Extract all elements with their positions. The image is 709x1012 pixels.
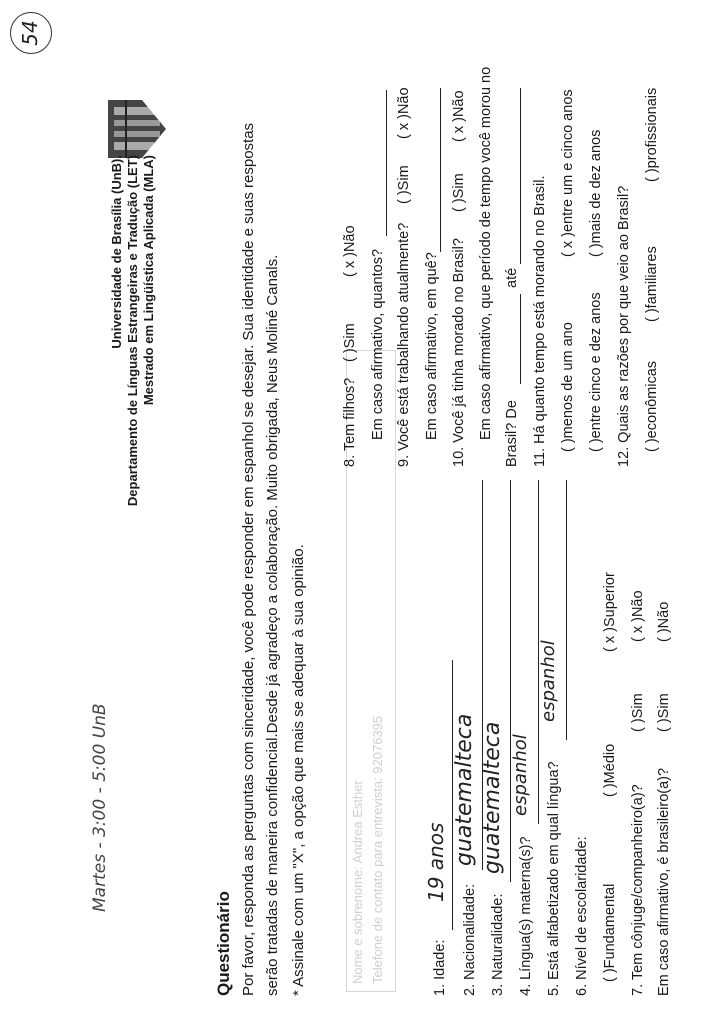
contact-name-line: Nome e sobrenome: Andrea Esther [350, 780, 365, 984]
q12-option-familiares[interactable]: ( )familiares [644, 246, 660, 322]
q7-label: 7. Tem cônjuge/companheiro(a)? [630, 784, 646, 996]
q9-option-sim[interactable]: ( )Sim [396, 165, 412, 204]
q8b-answer-line [386, 90, 387, 236]
q10b-line-1: Em caso afirmativo, que período de tempo você morou no [478, 66, 494, 440]
q11-option-4[interactable]: ( )mais de dez anos [588, 129, 604, 257]
q9-option-nao[interactable]: ( x )Não [396, 87, 412, 139]
q10b-from-label: Brasil? De [504, 400, 520, 467]
handwritten-annotation: Martes - 3:00 - 5:00 UnB [90, 703, 110, 912]
q10-option-sim[interactable]: ( )Sim [451, 173, 467, 212]
q9b-answer-line [440, 88, 441, 252]
q9b-label: Em caso afirmativo, em quê? [424, 252, 440, 440]
intro-line-2: serão tratadas de maneira confidencial.Desde já agradeço a colaboração. Muito obrigada, Neus Moliné Canals. [264, 254, 281, 996]
program-name: Mestrado em Lingüística Aplicada (MLA) [141, 155, 156, 406]
q5-label: 5. Está alfabetizado em qual língua? [546, 761, 562, 996]
q7b-option-nao[interactable]: ( )Não [656, 601, 672, 642]
q11-option-1[interactable]: ( )menos de um ano [560, 322, 576, 452]
q3-label: 3. Naturalidade: [490, 893, 506, 996]
instruction-line: * Assinale com um "X", a opção que mais se adequar à sua opinião. [290, 544, 307, 996]
q6-option-fundamental[interactable]: ( )Fundamental [602, 883, 618, 982]
q4-answer: espanhol [510, 734, 531, 816]
q11-option-3[interactable]: ( )entre cinco e dez anos [588, 292, 604, 452]
q1-label: 1. Idade: [432, 939, 448, 996]
q5-answer: espanhol [538, 640, 559, 722]
q8-option-nao[interactable]: ( x )Não [342, 225, 358, 277]
intro-line-1: Por favor, responda as perguntas com sinceridade, você pode responder em espanhol se desejar. Sua identidade e suas respostas [240, 122, 257, 996]
university-name: Universidade de Brasília (UnB). [109, 155, 124, 349]
q3-answer: guatemalteca [480, 721, 505, 874]
q8-label: 8. Tem filhos? [342, 377, 358, 467]
q7-option-nao[interactable]: ( x )Não [630, 590, 646, 642]
q11-label: 11. Há quanto tempo está morando no Brasil. [532, 175, 548, 467]
q6-option-medio[interactable]: ( )Médio [602, 743, 618, 797]
q2-label: 2. Nacionalidade: [462, 883, 478, 996]
q3-answer-line [510, 480, 511, 882]
department-name: Departamento de Línguas Estrangeiras e Tradução (LET) [125, 155, 140, 507]
q5-answer-line [566, 480, 567, 740]
q12-label: 12. Quais as razões por que veio ao Brasil? [616, 185, 632, 467]
contact-phone-line: Telefone de contato para entrevista: 92076395 [370, 715, 385, 984]
q8b-label: Em caso afirmativo, quantos? [370, 248, 386, 440]
page-number: 54 [18, 20, 42, 46]
q1-answer: 19 anos [424, 822, 448, 902]
q2-answer: guatemalteca [452, 713, 477, 866]
q7b-option-sim[interactable]: ( )Sim [656, 693, 672, 732]
q11-option-2[interactable]: ( x )entre um e cinco anos [560, 89, 576, 257]
q10b-from-line [520, 294, 521, 384]
questionnaire-title: Questionário [214, 891, 233, 996]
q12-option-economicas[interactable]: ( )econômicas [644, 360, 660, 452]
q4-label: 4. Língua(s) materna(s)? [518, 836, 534, 996]
unb-logo [108, 94, 168, 164]
q8-option-sim[interactable]: ( )Sim [342, 323, 358, 362]
q7-option-sim[interactable]: ( )Sim [630, 693, 646, 732]
q10b-to-label: até [504, 267, 520, 288]
q12-option-profissionais[interactable]: ( )profissionais [644, 87, 660, 182]
q6-option-superior[interactable]: ( x )Superior [602, 572, 618, 652]
q7b-label: Em caso afirmativo, é brasileiro(a)? [656, 767, 672, 996]
q10-label: 10. Você já tinha morado no Brasil? [451, 238, 467, 467]
q9-label: 9. Você está trabalhando atualmente? [396, 222, 412, 467]
q10b-to-line [520, 88, 521, 264]
q10-option-nao[interactable]: ( x )Não [451, 90, 467, 142]
q6-label: 6. Nível de escolaridade: [574, 836, 590, 996]
